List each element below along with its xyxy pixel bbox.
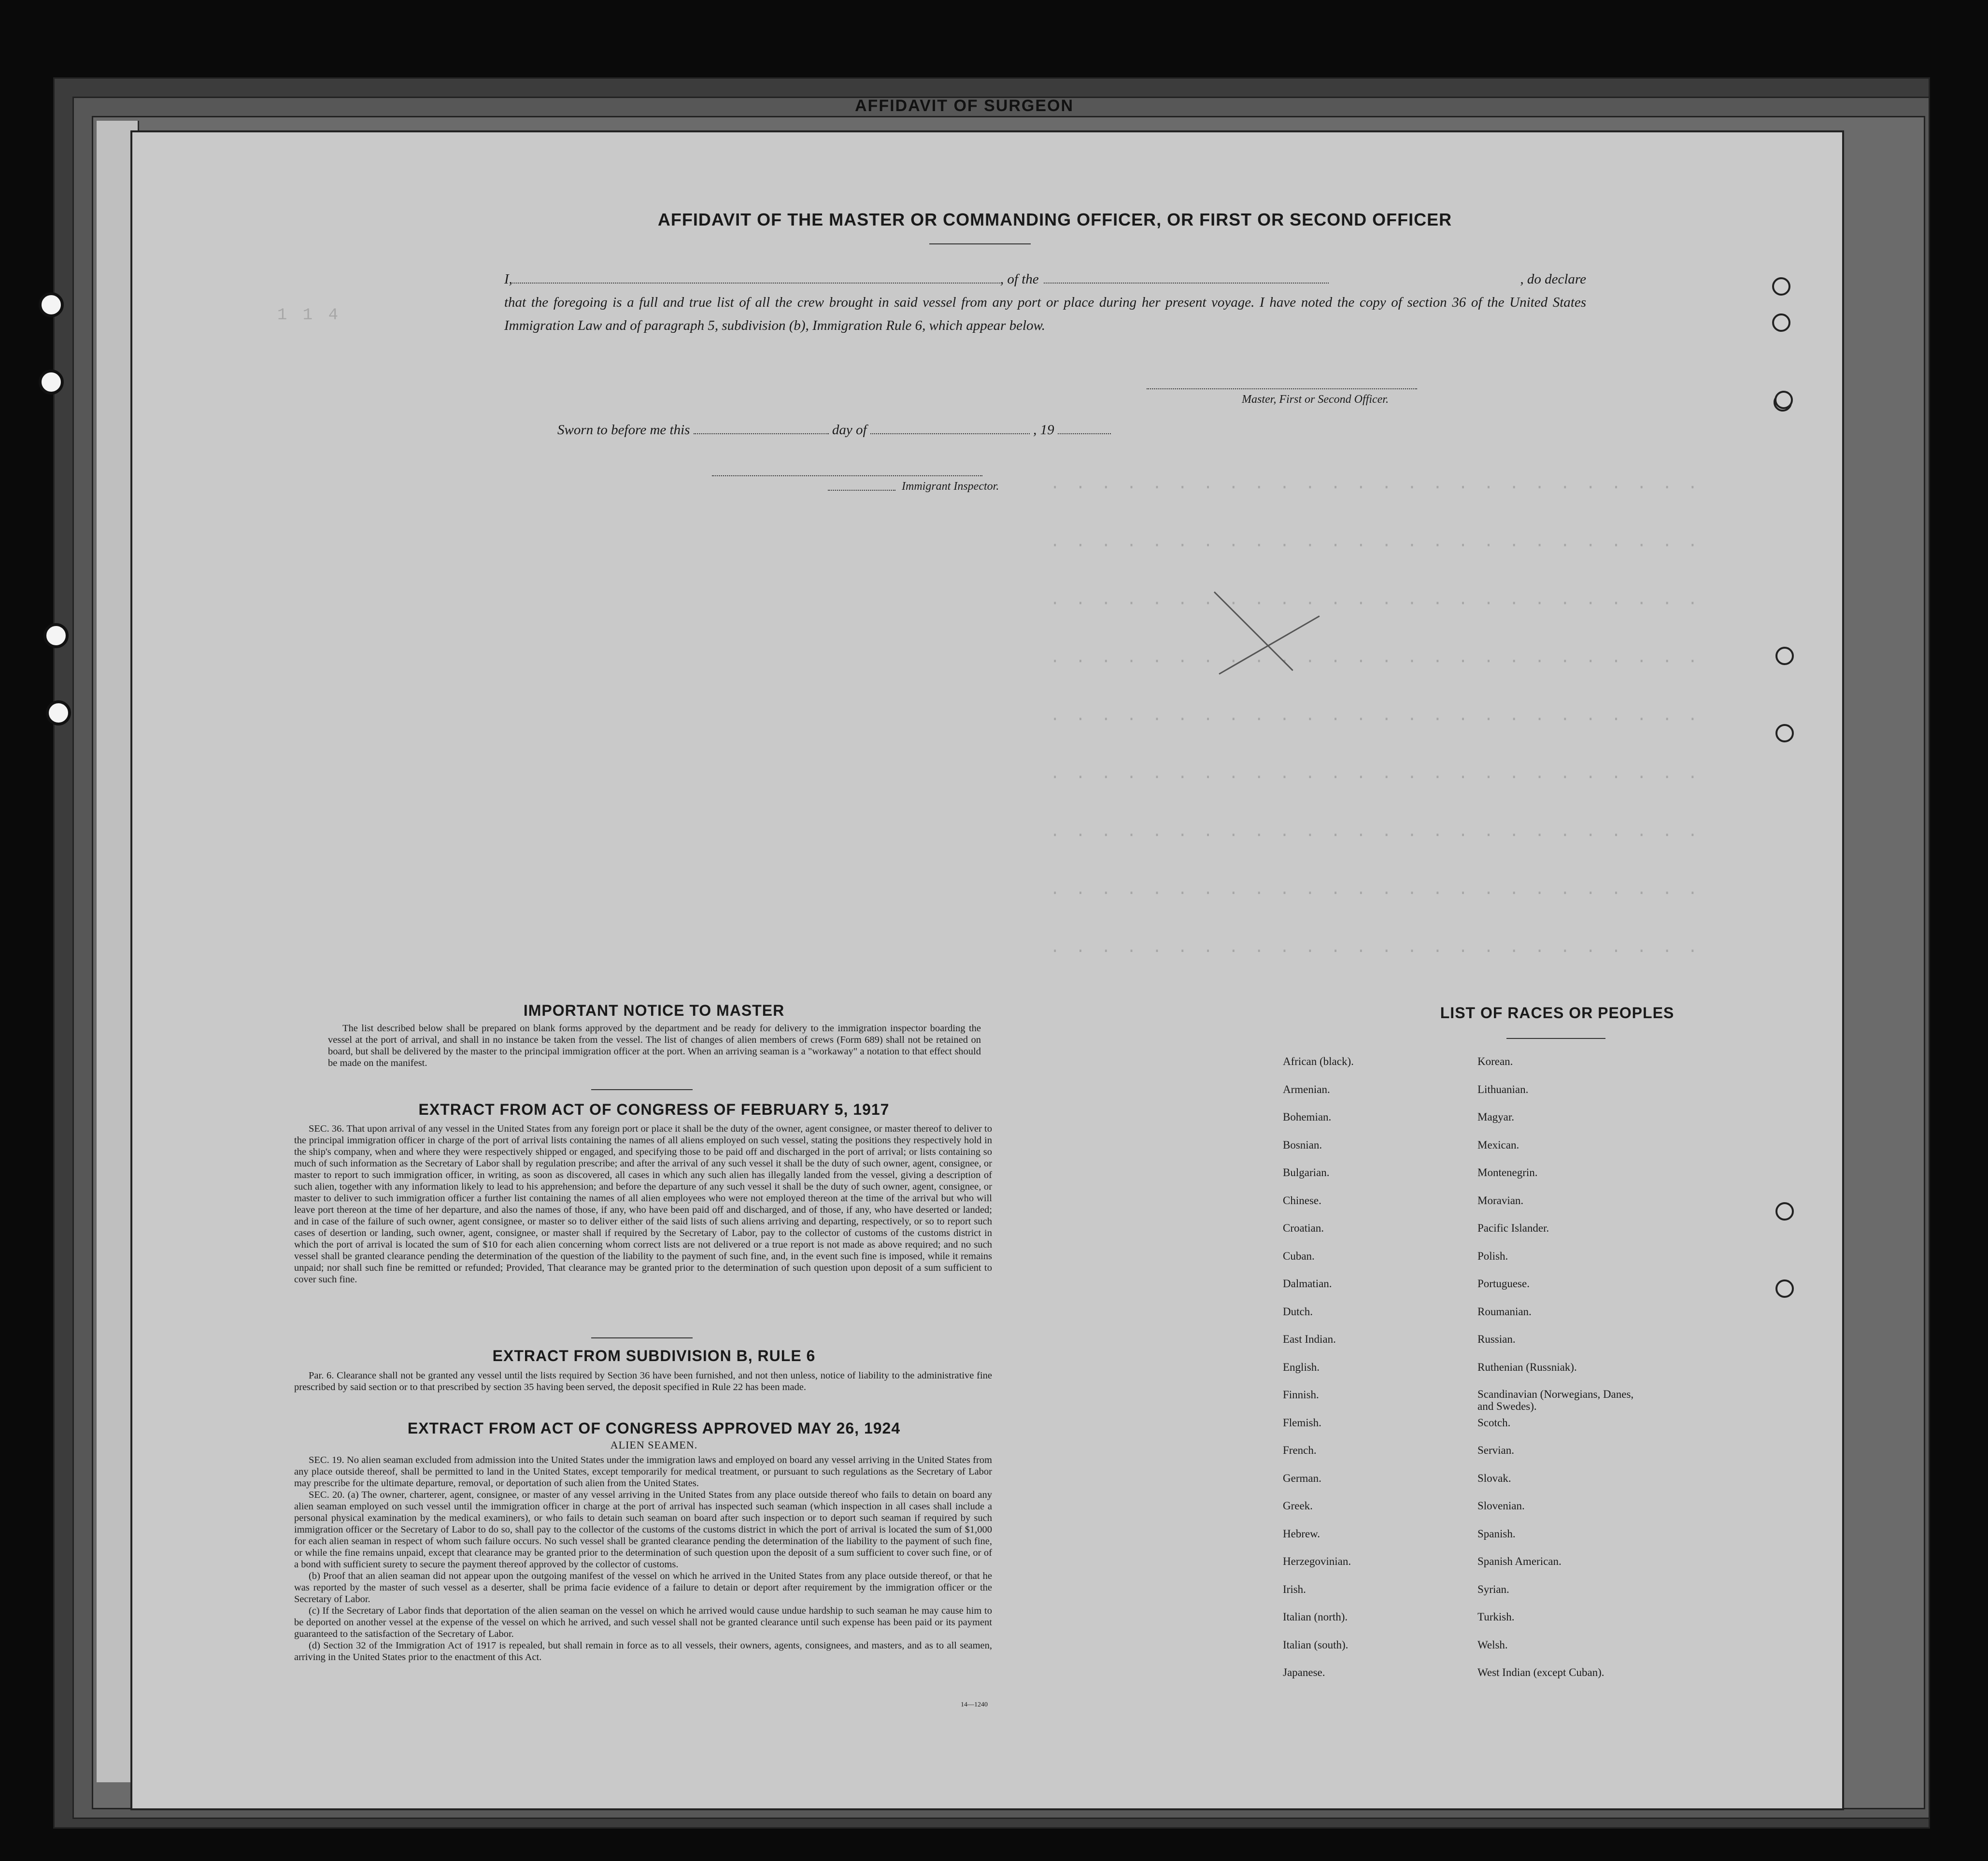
binder-hole-icon	[1775, 724, 1794, 742]
race-item: East Indian.	[1283, 1333, 1336, 1345]
race-item: Slovenian.	[1477, 1500, 1525, 1512]
race-item: Spanish.	[1477, 1527, 1516, 1540]
form-number: 14—1240	[961, 1701, 988, 1708]
extract-1917-text	[294, 1123, 992, 1285]
race-item: Magyar.	[1477, 1111, 1515, 1123]
race-item: English.	[1283, 1361, 1320, 1373]
race-item: Korean.	[1477, 1055, 1513, 1067]
divider	[1506, 1038, 1605, 1039]
race-item: Dalmatian.	[1283, 1278, 1332, 1290]
rule6-title: EXTRACT FROM SUBDIVISION B, RULE 6	[492, 1347, 816, 1364]
extract-1924-sec20d: (d) Section 32 of the Immigration Act of 1917 is repealed, but shall remain in force as to all vessels, their owners, agents, consignees, and masters, and as to all seamen, arriving in the United States prior to the enactment of this Act.	[294, 1640, 992, 1662]
sworn-day-blank[interactable]	[694, 424, 829, 434]
binder-hole-icon	[1775, 647, 1794, 665]
race-item: German.	[1283, 1472, 1321, 1484]
manifest-page	[130, 130, 1844, 1810]
bleed-through-header: AFFIDAVIT OF SURGEON	[855, 97, 1074, 115]
extract-1917-title: EXTRACT FROM ACT OF CONGRESS OF FEBRUARY 5, 1917	[418, 1101, 890, 1118]
race-item: Hebrew.	[1283, 1527, 1321, 1540]
name-blank[interactable]	[512, 273, 1000, 284]
race-item: Dutch.	[1283, 1305, 1313, 1318]
bleed-through-mark: . . . . . . . . . . . . . . . . . . . . . . . . . .	[1050, 939, 1701, 957]
day-of-label: day of	[832, 422, 867, 438]
rule6-paragraph: Par. 6. Clearance shall not be granted any vessel until the lists required by Section 36 have been furnished, and not then unless, notice of liability to the administrative fine prescribed by said section or to that prescribed by section 35 having been served, the deposit specified in Rule 22 has been made.	[294, 1370, 992, 1392]
race-item: Croatian.	[1283, 1222, 1324, 1234]
race-item: Greek.	[1283, 1500, 1313, 1512]
master-signature-blank[interactable]	[1147, 388, 1417, 389]
race-item: Pacific Islander.	[1477, 1222, 1549, 1234]
race-item: Russian.	[1477, 1333, 1516, 1345]
extract-1917-paragraph: SEC. 36. That upon arrival of any vessel in the United States from any foreign port or place it shall be the duty of the owner, agent consignee, or master thereof to deliver to the principal immigration officer in charge of the port of arrival lists containing the names of all aliens employed on such vessel, stating the positions they respectively hold in the ship's company, when and where they were respectively shipped or engaged, and specifying those to be paid off and discharged in the port of arrival; or lists containing so much of such information as the Secretary of Labor shall by regulation prescribe; and after the arrival of any such vessel it shall be the duty of such owner, agent, consignee, or master to report to such immigration officer, in writing, as soon as discovered, all cases in which any such alien has illegally landed from the vessel, giving a description of such alien, together with any information likely to lead to his apprehension; and before the departure of any such vessel it shall be the duty of such owner, agent, consignee, or master to deliver to such immigration officer a further list containing the names of all alien employees who were not employed thereon at the time of the arrival but who will leave port thereon at the time of her departure, and also the names of those, if any, who have been paid off and discharged, and of those, if any, who have deserted or landed; and in case of the failure of such owner, agent consignee, or master so to deliver either of the said lists of such aliens arriving and departing, respectively, or so to report such cases of desertion or landing, such owner, agent, consignee, or master shall if required by the Secretary of Labor, pay to the collector of customs of the customs district in which the port of arrival is located the sum of $10 for each alien concerning whom correct lists are not delivered or a true report is not made as above required; and no such vessel shall be granted clearance pending the determination of the question of the liability to the payment of such fine, and, in the event such fine is imposed, while it remains unpaid; nor shall such fine be remitted or refunded; Provided, That clearance may be granted prior to the determination of such question upon deposit of a sum sufficient to cover such fine.	[294, 1123, 992, 1285]
bleed-through-mark: . . . . . . . . . . . . . . . . . . . . . . . . . .	[1050, 649, 1701, 668]
race-item: Welsh.	[1477, 1638, 1508, 1651]
race-item: Cuban.	[1283, 1250, 1315, 1262]
inspector-signature-blank-2[interactable]	[828, 490, 895, 491]
notice-title: IMPORTANT NOTICE TO MASTER	[523, 1002, 785, 1019]
race-item: Italian (north).	[1283, 1611, 1348, 1623]
sworn-label: Sworn to before me this	[557, 422, 690, 438]
affidavit-i: I,	[504, 271, 512, 287]
race-item: Moravian.	[1477, 1194, 1524, 1207]
race-item: Turkish.	[1477, 1611, 1515, 1623]
race-item: Scotch.	[1477, 1416, 1511, 1429]
race-item: West Indian (except Cuban).	[1477, 1666, 1605, 1678]
bleed-through-mark: . . . . . . . . . . . . . . . . . . . . . . . . . .	[1050, 765, 1701, 783]
affidavit-declare: , do declare	[1520, 271, 1586, 287]
sworn-month-blank[interactable]	[870, 424, 1030, 434]
binder-hole-icon	[39, 369, 64, 395]
binder-hole-icon	[1775, 1279, 1794, 1298]
race-item: Armenian.	[1283, 1083, 1330, 1095]
inspector-signature-blank[interactable]	[712, 475, 982, 476]
affidavit-statement: that the foregoing is a full and true list of all the crew brought in said vessel from any port or place during her present voyage. I have noted the copy of section 36 of the United States Immigration Law and of paragraph 5, subdivision (b), Immigration Rule 6, which appear below.	[504, 295, 1586, 333]
extract-1924-subtitle: ALIEN SEAMEN.	[610, 1439, 698, 1451]
binder-hole-icon	[46, 700, 71, 725]
extract-1924-sec19: SEC. 19. No alien seaman excluded from admission into the United States under the immigration laws and employed on board any vessel arriving in the United States from any place outside thereof, shall be permitted to land in the United States, except temporarily for medical treatment, or pursuant to such regulations as the Secretary of Labor may prescribe for the ultimate departure, removal, or deportation of such alien from the United States.	[294, 1455, 992, 1489]
race-item: Mexican.	[1477, 1138, 1519, 1151]
sworn-year-blank[interactable]	[1058, 424, 1111, 434]
divider	[591, 1089, 693, 1090]
binder-hole-icon	[39, 292, 64, 317]
extract-1924-sec20a: SEC. 20. (a) The owner, charterer, agent, consignee, or master of any vessel arriving in the United States from any place outside thereof who fails to detain on board any alien seaman employed on such vessel until the immigration officer in charge at the port of arrival has inspected such seaman (which inspection in all cases shall include a personal physical examination by the medical examiners), or who fails to detain such seaman on board after such inspection or to deport such seaman if required by such immigration officer or the Secretary of Labor to do so, shall pay to the collector of the customs of the customs district in which the port of arrival is located the sum of $1,000 for each alien seaman in respect of whom such failure occurs. No such vessel shall be granted clearance pending the determination of the liability to the payment of such fine, or while the fine remains unpaid, except that clearance may be granted prior to the determination of such question upon the deposit of a sum sufficient to cover such fine, or of a bond with sufficient surety to secure the payment thereof approved by the collector of customs.	[294, 1490, 992, 1570]
affidavit-of-the: , of the	[1000, 271, 1039, 287]
race-item: Finnish.	[1283, 1389, 1319, 1401]
race-item: Roumanian.	[1477, 1305, 1532, 1318]
binder-hole-icon	[1772, 313, 1790, 332]
race-item: Italian (south).	[1283, 1638, 1349, 1651]
race-item: Chinese.	[1283, 1194, 1321, 1207]
bleed-through-mark: . . . . . . . . . . . . . . . . . . . . . . . . . .	[1050, 591, 1701, 610]
extract-1924-sec20c: (c) If the Secretary of Labor finds that deportation of the alien seaman on the vessel on which he arrived would cause undue hardship to such seaman he may cause him to be deported on another vessel at the expense of the vessel on which he arrived, and such vessel shall not be granted clearance until such expense has been paid or its payment guaranteed to the satisfaction of the Secretary of Labor.	[294, 1605, 992, 1639]
binder-hole-icon	[1775, 391, 1793, 409]
bleed-through-mark: . . . . . . . . . . . . . . . . . . . . . . . . . .	[1050, 823, 1701, 841]
binder-hole-icon	[1772, 277, 1790, 296]
race-item: Flemish.	[1283, 1416, 1321, 1429]
extract-1924-title: EXTRACT FROM ACT OF CONGRESS APPROVED MAY 26, 1924	[407, 1420, 901, 1437]
race-item: Japanese.	[1283, 1666, 1325, 1678]
race-item: Scandinavian (Norwegians, Danes, and Swedes).	[1477, 1388, 1634, 1412]
affidavit-title: AFFIDAVIT OF THE MASTER OR COMMANDING OFFICER, OR FIRST OR SECOND OFFICER	[657, 210, 1452, 229]
race-item: Herzegovinian.	[1283, 1555, 1351, 1567]
race-item: Spanish American.	[1477, 1555, 1562, 1567]
binder-hole-icon	[1775, 1202, 1794, 1221]
bleed-through-mark: . . . . . . . . . . . . . . . . . . . . . . . . . .	[1050, 475, 1701, 494]
extract-1924-text	[294, 1454, 992, 1663]
notice-text	[328, 1023, 981, 1069]
master-signature-label: Master, First or Second Officer.	[1242, 393, 1389, 406]
bleed-through-mark: 1 1 4	[277, 306, 341, 325]
affidavit-body	[504, 268, 1586, 337]
binder-hole-icon	[43, 623, 69, 648]
bleed-through-mark: . . . . . . . . . . . . . . . . . . . . . . . . . .	[1050, 533, 1701, 552]
race-item: Portuguese.	[1477, 1278, 1530, 1290]
race-item: African (black).	[1283, 1055, 1354, 1067]
race-item: Montenegrin.	[1477, 1166, 1538, 1179]
race-item: Bohemian.	[1283, 1111, 1332, 1123]
race-item: Polish.	[1477, 1250, 1508, 1262]
race-item: French.	[1283, 1444, 1317, 1456]
race-item: Bulgarian.	[1283, 1166, 1330, 1179]
divider	[929, 243, 1031, 244]
divider	[591, 1337, 693, 1338]
vessel-blank[interactable]	[1044, 273, 1329, 284]
extract-1924-sec20b: (b) Proof that an alien seaman did not appear upon the outgoing manifest of the vessel on which he arrived in the United States from any place outside thereof, or that he was reported by the master of such vessel as a deserter, shall be prima facie evidence of a failure to detain or deport after requirement by the immigration officer or the Secretary of Labor.	[294, 1571, 992, 1605]
inspector-label: Immigrant Inspector.	[902, 480, 999, 493]
race-item: Irish.	[1283, 1583, 1306, 1595]
bleed-through-mark: . . . . . . . . . . . . . . . . . . . . . . . . . .	[1050, 881, 1701, 899]
races-title: LIST OF RACES OR PEOPLES	[1440, 1004, 1675, 1022]
race-item: Syrian.	[1477, 1583, 1509, 1595]
year-label: , 19	[1033, 422, 1054, 438]
race-item: Bosnian.	[1283, 1138, 1322, 1151]
race-item: Ruthenian (Russniak).	[1477, 1361, 1577, 1373]
rule6-text	[294, 1370, 992, 1393]
bleed-through-mark: . . . . . . . . . . . . . . . . . . . . . . . . . .	[1050, 707, 1701, 725]
race-item: Slovak.	[1477, 1472, 1511, 1484]
race-item: Lithuanian.	[1477, 1083, 1529, 1095]
sworn-line	[557, 422, 1111, 438]
notice-paragraph: The list described below shall be prepared on blank forms approved by the department and be ready for delivery to the immigration inspector boarding the vessel at the port of arrival, and shall in no instance be taken from the vessel. The list of changes of alien members of crews (Form 689) shall not be retained on board, but shall be delivered by the master to the principal immigration officer at the port. When an arriving seaman is a "workaway" a notation to that effect should be made on the manifest.	[328, 1023, 981, 1068]
race-item: Servian.	[1477, 1444, 1515, 1456]
